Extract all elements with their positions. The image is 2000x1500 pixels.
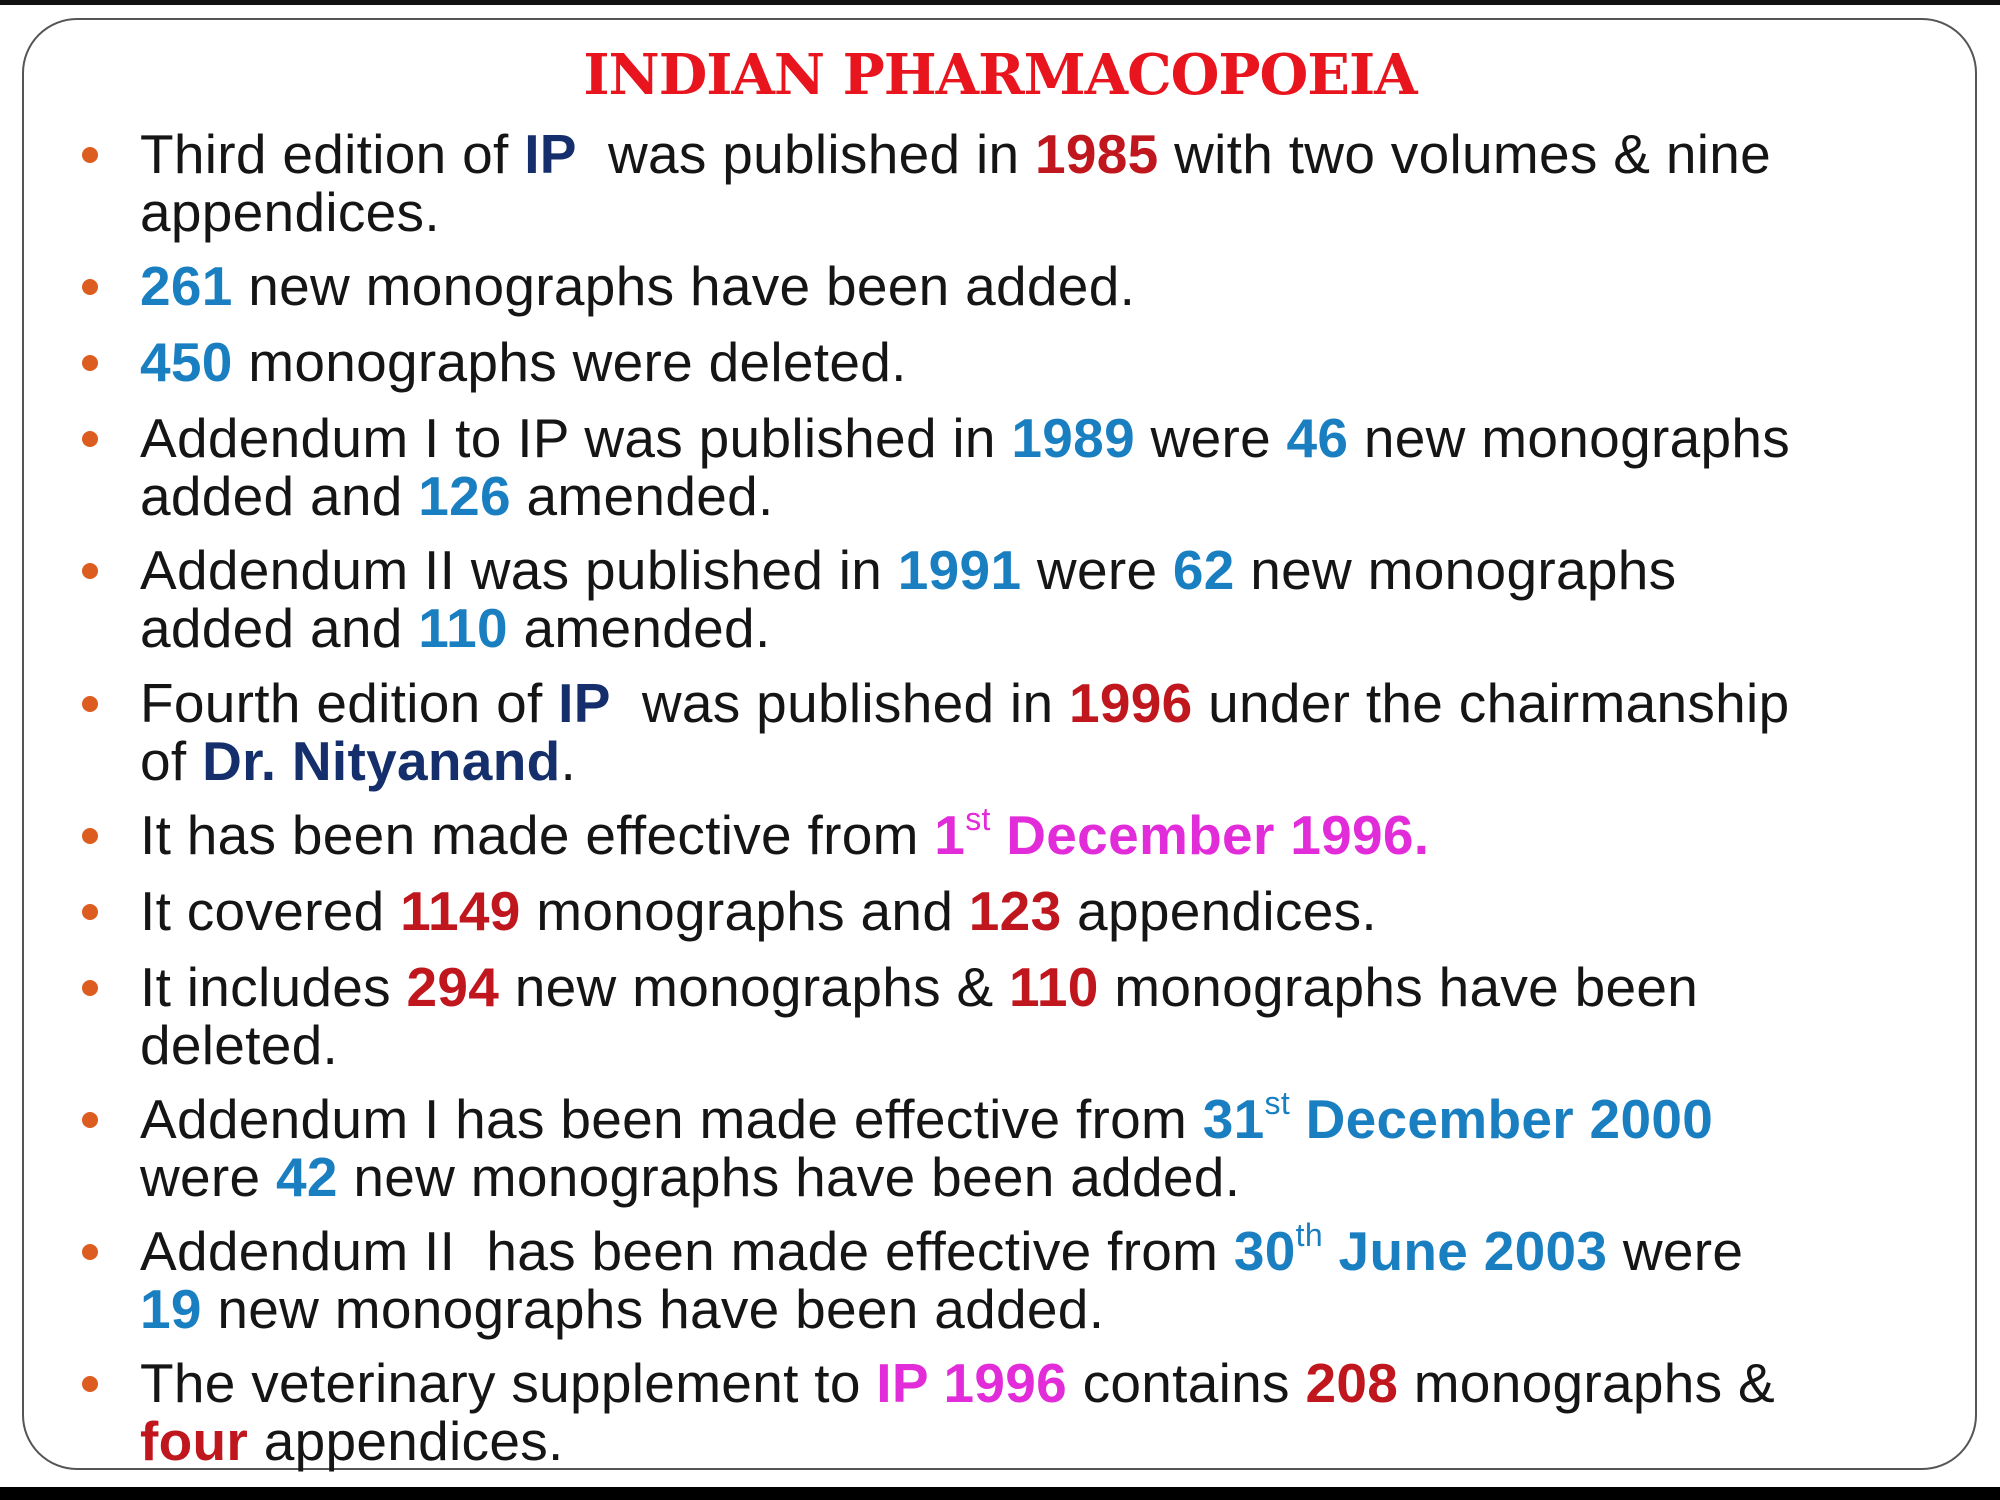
bullet-item-8: It covered 1149 monographs and 123 appendices. — [140, 882, 1970, 940]
bullet-item-4: Addendum I to IP was published in 1989 were 46 new monographs added and 126 amended. — [140, 409, 1970, 525]
bullet-item-6: Fourth edition of IP was published in 1996 under the chairmanship of Dr. Nityanand. — [140, 674, 1970, 790]
bullet-dot-icon — [82, 904, 98, 920]
slide-title: INDIAN PHARMACOPOEIA — [583, 42, 1417, 108]
bullet-dot-icon — [82, 1376, 98, 1392]
bullet-item-5: Addendum II was published in 1991 were 62 new monographs added and 110 amended. — [140, 541, 1970, 657]
bullet-item-11: Addendum II has been made effective from 30th June 2003 were 19 new monographs have been added. — [140, 1222, 1970, 1338]
bullet-item-9: It includes 294 new monographs & 110 monographs have been deleted. — [140, 958, 1970, 1074]
bullet-item-12: The veterinary supplement to IP 1996 contains 208 monographs & four appendices. — [140, 1354, 1970, 1470]
bullet-dot-icon — [82, 563, 98, 579]
bullet-dot-icon — [82, 696, 98, 712]
bullet-dot-icon — [82, 980, 98, 996]
bullet-dot-icon — [82, 431, 98, 447]
bullet-dot-icon — [82, 355, 98, 371]
bottom-bar — [0, 1487, 2000, 1500]
bullet-item-7: It has been made effective from 1st December 1996. — [140, 806, 1970, 864]
bullet-item-10: Addendum I has been made effective from 31st December 2000 were 42 new monographs have been added. — [140, 1090, 1970, 1206]
bullet-item-1: Third edition of IP was published in 1985 with two volumes & nine appendices. — [140, 125, 1970, 241]
bullet-dot-icon — [82, 279, 98, 295]
bullet-item-3: 450 monographs were deleted. — [140, 333, 1970, 391]
bullet-item-2: 261 new monographs have been added. — [140, 257, 1970, 315]
bullet-dot-icon — [82, 1112, 98, 1128]
top-rule — [0, 0, 2000, 5]
bullet-dot-icon — [82, 1244, 98, 1260]
bullet-dot-icon — [82, 828, 98, 844]
bullet-dot-icon — [82, 147, 98, 163]
